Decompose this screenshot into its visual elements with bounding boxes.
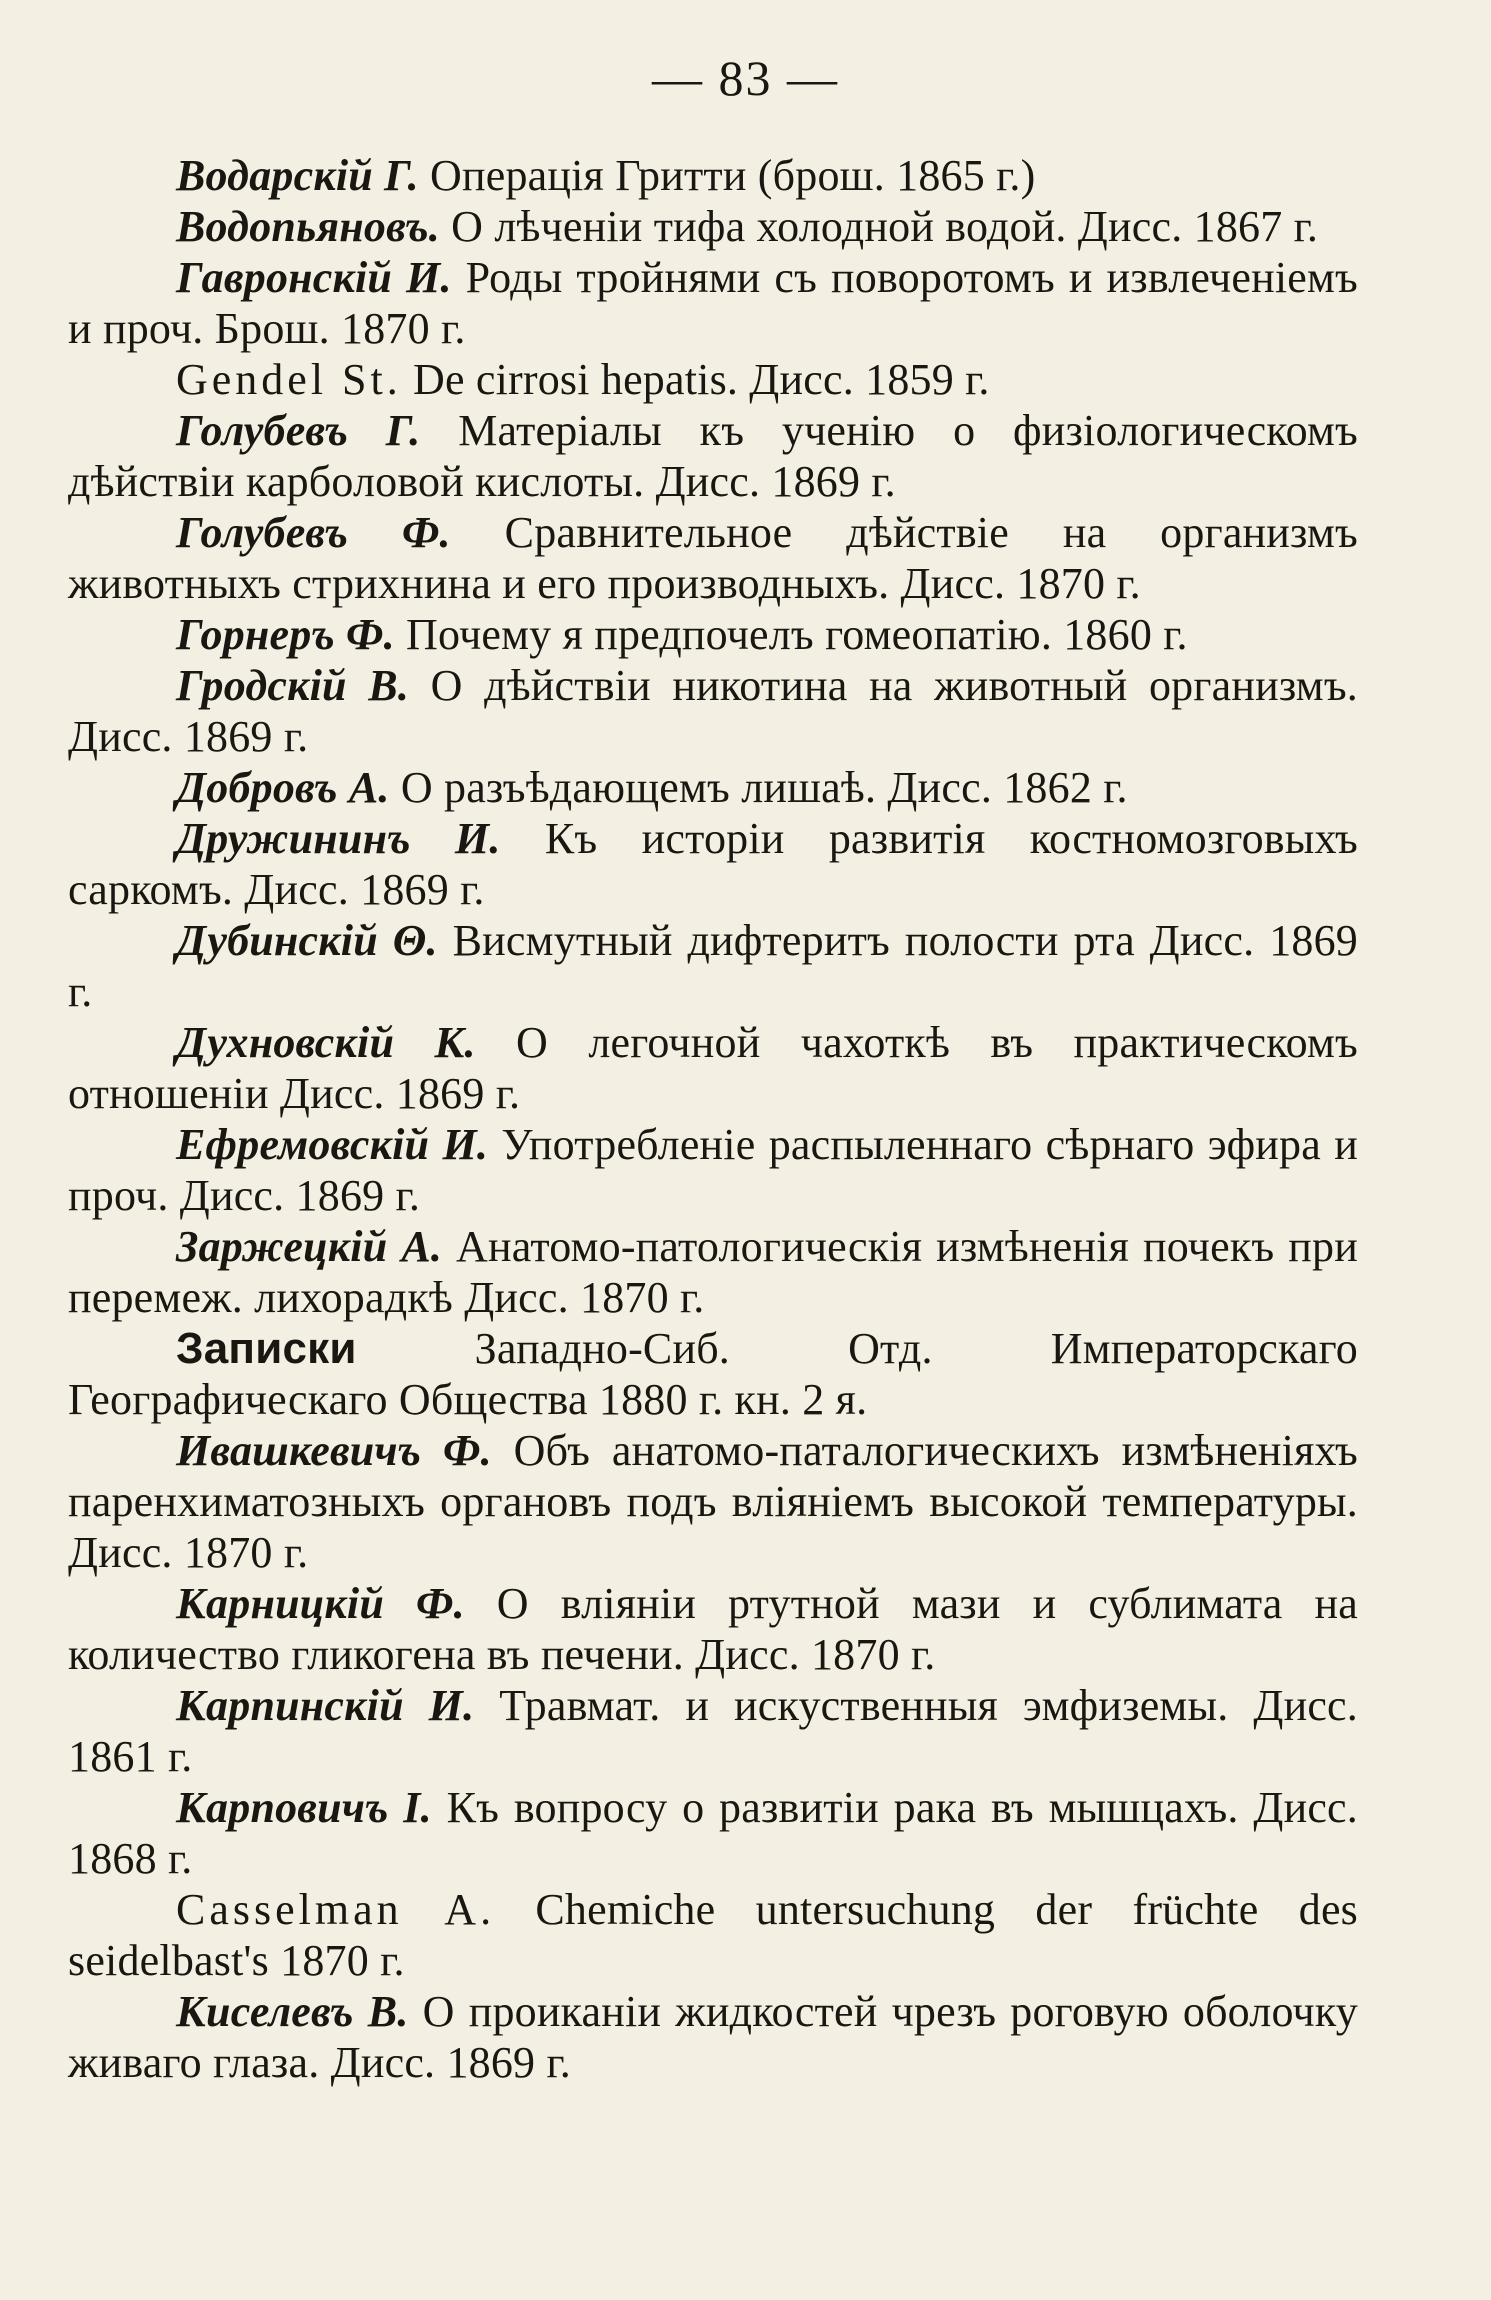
entry-author: Карницкій Ф. xyxy=(176,1579,465,1628)
entry-author: Гавронскій И. xyxy=(176,253,452,302)
entry-text: О разъѣдающемъ лишаѣ. Дисс. 1862 г. xyxy=(400,763,1128,812)
entry-author: Casselman A. xyxy=(176,1885,496,1934)
entry-text: De cirrosi hepatis. Дисс. 1859 г. xyxy=(412,355,990,404)
entry-text: О дѣйствіи никотина на животный организмъ. Дисс. 1869 г. xyxy=(68,661,1358,761)
entry-text: Къ вопросу о развитіи рака въ мышцахъ. Дисс. 1868 г. xyxy=(68,1783,1358,1883)
entry-author: Голубевъ Г. xyxy=(176,406,421,455)
entry-author: Киселевъ В. xyxy=(176,1987,409,2036)
entry-author: Горнеръ Ф. xyxy=(176,610,395,659)
entry-text: О лѣченіи тифа холодной водой. Дисс. 1867 г. xyxy=(451,202,1319,251)
entry-text: Травмат. и искуственныя эмфиземы. Дисс. 1861 г. xyxy=(68,1681,1358,1781)
entry-text: Chemiche untersuchung der früchte des seidelbast's 1870 г. xyxy=(68,1885,1359,1985)
bibliography-entry xyxy=(68,1017,1358,1119)
bibliography-entry xyxy=(68,252,1358,354)
entry-author: Карповичъ І. xyxy=(176,1783,432,1832)
entry-text: Употребленіе распыленнаго сѣрнаго эфира и проч. Дисс. 1869 г. xyxy=(68,1120,1358,1220)
entry-author: Водарскій Г. xyxy=(176,151,419,200)
entry-author: Водопьяновъ. xyxy=(176,202,440,251)
bibliography-entry xyxy=(68,354,1358,405)
bibliography-list xyxy=(68,150,1358,2088)
bibliography-entry xyxy=(68,1323,1358,1425)
entry-text: О легочной чахоткѣ въ практическомъ отношеніи Дисс. 1869 г. xyxy=(68,1018,1358,1118)
entry-text: Западно-Сиб. Отд. Императорскаго Географическаго Общества 1880 г. кн. 2 я. xyxy=(68,1324,1358,1424)
entry-text: Матеріалы къ ученію о физіологическомъ дѣйствіи карболовой кислоты. Дисс. 1869 г. xyxy=(68,406,1359,506)
entry-author: Ивашкевичъ Ф. xyxy=(176,1426,492,1475)
bibliography-entry xyxy=(68,201,1358,252)
bibliography-entry xyxy=(68,1782,1358,1884)
bibliography-entry xyxy=(68,609,1358,660)
entry-author: Карпинскій И. xyxy=(176,1681,475,1730)
entry-text: Роды тройнями съ поворотомъ и извлеченіемъ и проч. Брош. 1870 г. xyxy=(68,253,1358,353)
entry-author: Дубинскій Θ. xyxy=(176,916,438,965)
entry-text: Операція Гритти (брош. 1865 г.) xyxy=(430,151,1036,200)
entry-author: Добровъ А. xyxy=(176,763,390,812)
entry-author: Gendel St. xyxy=(176,355,402,404)
entry-text: О вліяніи ртутной мази и сублимата на количество гликогена въ печени. Дисс. 1870 г. xyxy=(68,1579,1358,1679)
bibliography-entry xyxy=(68,507,1358,609)
bibliography-entry xyxy=(68,762,1358,813)
bibliography-entry xyxy=(68,1221,1358,1323)
entry-author: Ефремовскій И. xyxy=(176,1120,489,1169)
bibliography-entry xyxy=(68,1986,1358,2088)
entry-author: Заржецкій А. xyxy=(176,1222,443,1271)
entry-text: Объ анатомо-паталогическихъ измѣненіяхъ паренхиматозныхъ органовъ подъ вліяніемъ высокой температуры. Дисс. 1870 г. xyxy=(68,1426,1359,1577)
entry-author: Духновскій К. xyxy=(176,1018,476,1067)
entry-author: Записки xyxy=(176,1324,357,1373)
entry-text: Сравнительное дѣйствіе на организмъ животныхъ стрихнина и его производныхъ. Дисс. 1870 г. xyxy=(68,508,1358,608)
entry-text: Висмутный дифтеритъ полости рта Дисс. 1869 г. xyxy=(68,916,1358,1016)
bibliography-entry xyxy=(68,1578,1358,1680)
bibliography-entry xyxy=(68,1119,1358,1221)
bibliography-entry xyxy=(68,150,1358,201)
bibliography-entry xyxy=(68,660,1358,762)
bibliography-entry xyxy=(68,1680,1358,1782)
bibliography-entry xyxy=(68,405,1358,507)
bibliography-entry xyxy=(68,813,1358,915)
entry-text: Почему я предпочелъ гомеопатію. 1860 г. xyxy=(406,610,1188,659)
bibliography-entry xyxy=(68,1425,1358,1578)
page-number: — 83 — xyxy=(652,50,839,106)
entry-text: О проиканіи жидкостей чрезъ роговую оболочку живаго глаза. Дисс. 1869 г. xyxy=(68,1987,1358,2087)
entry-author: Голубевъ Ф. xyxy=(176,508,451,557)
entry-author: Дружининъ И. xyxy=(176,814,501,863)
bibliography-entry xyxy=(68,1884,1358,1986)
entry-text: Анатомо-патологическія измѣненія почекъ при перемеж. лихорадкѣ Дисс. 1870 г. xyxy=(68,1222,1358,1322)
entry-text: Къ исторіи развитія костномозговыхъ саркомъ. Дисс. 1869 г. xyxy=(68,814,1358,914)
entry-author: Гродскій В. xyxy=(176,661,410,710)
bibliography-entry xyxy=(68,915,1358,1017)
